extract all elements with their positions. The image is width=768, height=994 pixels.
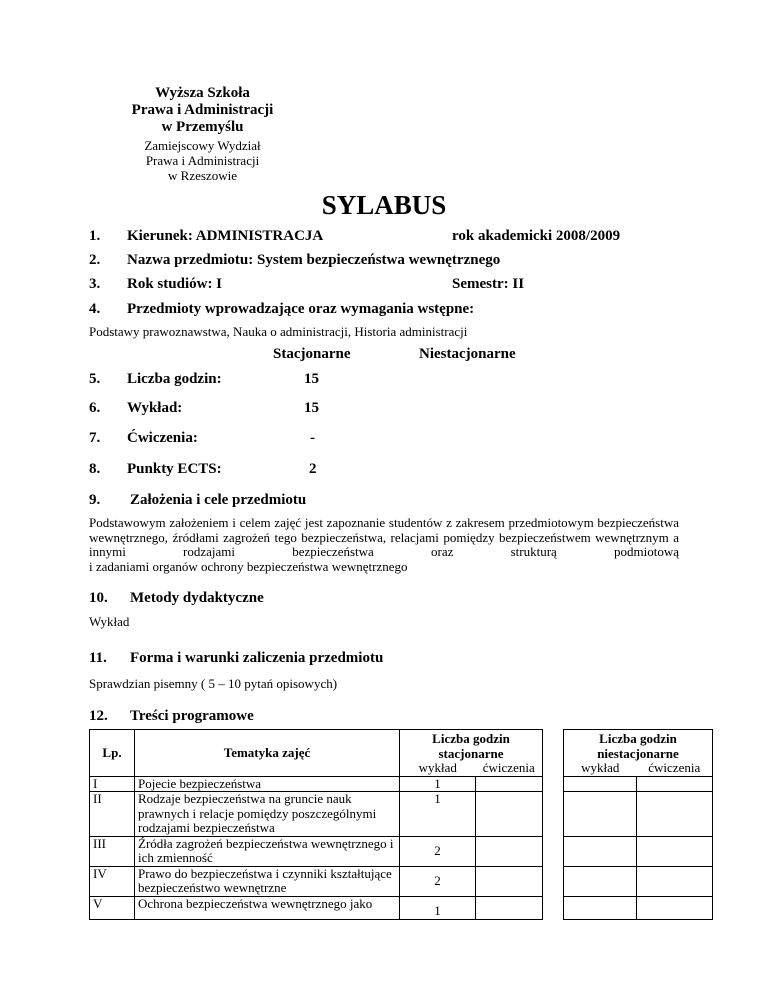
faculty-line-2: Prawa i Administracji [145, 153, 260, 168]
header-extramural-line-1: Liczba godzin [599, 731, 677, 746]
section-11-text: Sprawdzian pisemny ( 5 – 10 pytań opisowych) [89, 676, 338, 691]
row-extramural-exercise [637, 896, 713, 919]
row-exercise-hours [476, 896, 543, 919]
row-lp: V [90, 896, 135, 919]
item-4-prerequisites-text: Podstawy prawoznawstwa, Nauka o administracji, Historia administracji [89, 324, 468, 339]
header-topic: Tematyka zajęć [135, 730, 400, 777]
section-11-heading: Forma i warunki zaliczenia przedmiotu [130, 650, 384, 666]
row-extramural-exercise [637, 792, 713, 837]
section-9-line-3: innymi rodzajami bezpieczeństwa oraz strukturą podmiotową [89, 544, 679, 559]
row-exercise-hours [476, 792, 543, 837]
header-stationary-exercise: ćwiczenia [476, 761, 543, 776]
item-4-prerequisites-heading: Przedmioty wprowadzające oraz wymagania wstępne: [127, 301, 475, 317]
item-8-value: 2 [309, 461, 317, 477]
column-stationary: Stacjonarne [273, 346, 351, 362]
section-9-heading: Założenia i cele przedmiotu [130, 492, 307, 508]
row-topic: Rodzaje bezpieczeństwa na gruncie nauk prawnych i relacje pomiędzy poszczególnymi rodzajami bezpieczeństwa [135, 792, 400, 837]
header-stationary-line-1: Liczba godzin [432, 731, 510, 746]
section-9-line-4: i zadaniami organów ochrony bezpieczeństwa wewnętrznego [89, 558, 408, 574]
institution-line-1: Wyższa Szkoła [155, 85, 250, 101]
item-2-number: 2. [89, 252, 101, 268]
row-exercise-hours [476, 836, 543, 866]
section-12-number: 12. [89, 708, 108, 724]
item-2-subject-name: Nazwa przedmiotu: System bezpieczeństwa wewnętrznego [127, 252, 501, 268]
item-3-semester: Semestr: II [452, 276, 525, 292]
section-9-line-2: wewnętrznego, źródłami zagrożeń tego bezpieczeństwa, relacjami pomiędzy bezpieczeństwem wewnętrznym a [89, 529, 679, 545]
item-7-label: Ćwiczenia: [127, 430, 198, 446]
item-6-label: Wykład: [127, 400, 183, 416]
row-lecture-hours: 2 [400, 836, 476, 866]
header-extramural-hours [564, 730, 713, 762]
header-stationary-line-2: stacjonarne [438, 745, 504, 761]
row-lp: II [90, 792, 135, 837]
table-row [90, 792, 713, 837]
row-exercise-hours [476, 866, 543, 896]
row-lecture-hours: 1 [400, 776, 476, 792]
header-extramural-exercise: ćwiczenia [637, 761, 713, 776]
row-lecture-hours: 2 [400, 866, 476, 896]
item-5-value: 15 [304, 371, 319, 387]
item-3-year-of-study: Rok studiów: I [127, 276, 223, 292]
program-table [89, 729, 713, 920]
institution-line-2: Prawa i Administracji [131, 102, 274, 118]
item-6-number: 6. [89, 400, 101, 416]
row-lp: I [90, 776, 135, 792]
row-lecture-hours: 1 [400, 896, 476, 919]
row-extramural-lecture [564, 792, 637, 837]
item-8-number: 8. [89, 461, 101, 477]
section-9-number: 9. [89, 492, 101, 508]
table-row [90, 776, 713, 792]
section-12-heading: Treści programowe [130, 708, 254, 724]
row-exercise-hours [476, 776, 543, 792]
row-extramural-lecture [564, 776, 637, 792]
row-extramural-lecture [564, 836, 637, 866]
item-1-field-of-study: Kierunek: ADMINISTRACJA [127, 228, 324, 244]
column-extramural: Niestacjonarne [419, 346, 516, 362]
row-lecture-hours: 1 [400, 792, 476, 837]
item-1-number: 1. [89, 228, 101, 244]
institution-line-3: w Przemyślu [161, 119, 244, 135]
row-topic: Prawo do bezpieczeństwa i czynniki kształtujące bezpieczeństwo wewnętrzne [135, 866, 400, 896]
row-lp: IV [90, 866, 135, 896]
document-title: SYLABUS [321, 190, 447, 220]
row-topic: Pojecie bezpieczeństwa [135, 776, 400, 792]
item-3-number: 3. [89, 276, 101, 292]
header-extramural-line-2: niestacjonarne [597, 745, 679, 761]
row-extramural-exercise [637, 776, 713, 792]
item-6-value: 15 [304, 400, 319, 416]
table-header-row [90, 730, 713, 762]
section-10-number: 10. [89, 590, 108, 606]
row-topic: Źródła zagrożeń bezpieczeństwa wewnętrznego i ich zmienność [135, 836, 400, 866]
table-row [90, 836, 713, 866]
item-7-value: - [310, 430, 315, 446]
section-10-heading: Metody dydaktyczne [130, 590, 264, 606]
item-8-label: Punkty ECTS: [127, 461, 222, 477]
item-1-academic-year: rok akademicki 2008/2009 [452, 228, 621, 244]
row-lp: III [90, 836, 135, 866]
row-extramural-exercise [637, 866, 713, 896]
faculty-line-3: w Rzeszowie [168, 168, 237, 183]
faculty-line-1: Zamiejscowy Wydział [144, 138, 261, 153]
row-extramural-lecture [564, 896, 637, 919]
table-row [90, 866, 713, 896]
header-extramural-lecture: wykład [564, 761, 637, 776]
section-9-line-1: Podstawowym założeniem i celem zajęć jest zapoznanie studentów z zakresem przedmiotowym bezpieczeństwa [89, 515, 679, 530]
item-7-number: 7. [89, 430, 101, 446]
item-5-number: 5. [89, 371, 101, 387]
table-row [90, 896, 713, 919]
section-10-text: Wykład [89, 614, 130, 629]
header-stationary-lecture: wykład [400, 761, 476, 776]
row-topic: Ochrona bezpieczeństwa wewnętrznego jako [135, 896, 400, 919]
header-lp: Lp. [90, 730, 135, 777]
header-stationary-hours [400, 730, 543, 762]
row-extramural-lecture [564, 866, 637, 896]
section-11-number: 11. [89, 650, 107, 666]
section-9-text [89, 516, 679, 574]
institution-header [100, 85, 305, 183]
item-5-label: Liczba godzin: [127, 371, 222, 387]
table-gap [543, 730, 564, 920]
row-extramural-exercise [637, 836, 713, 866]
item-4-number: 4. [89, 301, 101, 317]
